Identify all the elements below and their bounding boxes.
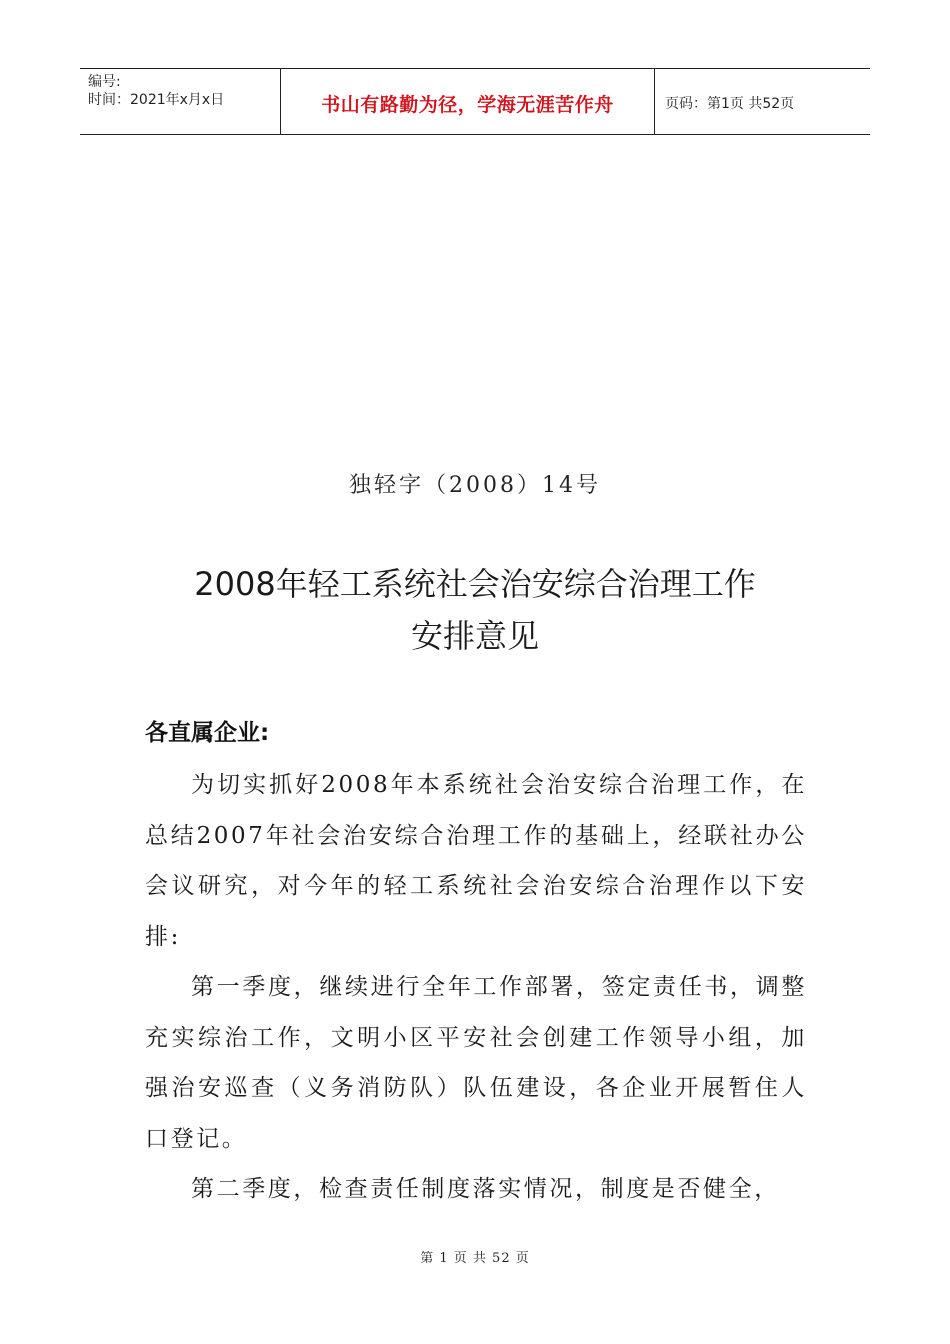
date-label: 时间：2021年x月x日 xyxy=(88,92,225,108)
header-meta-cell xyxy=(80,69,281,134)
document-number: 独轻字（2008）14号 xyxy=(349,473,601,498)
document-header xyxy=(80,68,870,135)
document-body xyxy=(145,760,807,1215)
paragraph: 第一季度，继续进行全年工作部署，签定责任书，调整充实综治工作，文明小区平安社会创建工作领导小组，加强治安巡查（义务消防队）队伍建设，各企业开展暂住人口登记。 xyxy=(145,974,807,1152)
paragraph: 第二季度，检查责任制度落实情况，制度是否健全， xyxy=(191,1176,780,1202)
header-motto: 书山有路勤为径，学海无涯苦作舟 xyxy=(281,69,655,134)
title-line-2: 安排意见 xyxy=(410,617,539,655)
document-title xyxy=(0,558,950,662)
page-footer: 第 1 页 共 52 页 xyxy=(420,1251,530,1266)
paragraph: 为切实抓好2008年本系统社会治安综合治理工作，在总结2007年社会治安综合治理工作的基础上，经联社办公会议研究，对今年的轻工系统社会治安综合治理作以下安排: xyxy=(145,772,807,950)
title-line-1: 2008年轻工系统社会治安综合治理工作 xyxy=(194,565,756,603)
salutation: 各直属企业: xyxy=(145,720,270,746)
header-page-info: 页码：第1页 共52页 xyxy=(665,95,795,112)
number-label: 编号: xyxy=(88,74,121,90)
